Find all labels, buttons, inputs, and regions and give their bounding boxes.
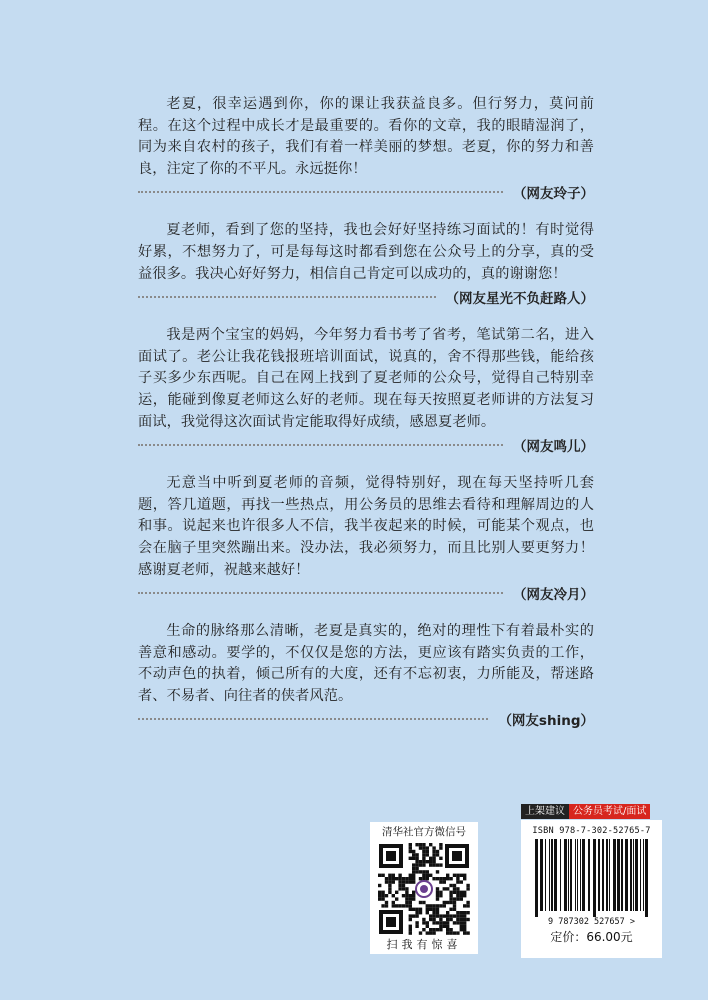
shelf-category: 公务员考试/面试 [569,804,650,819]
testimonial-4 [138,473,594,603]
testimonial-author: （网友玲子） [513,186,594,203]
isbn-number: ISBN 978-7-302-52765-7 [532,826,651,836]
testimonial-5 [138,621,594,729]
testimonial-divider [138,182,594,202]
barcode-digits: 9 787302 527657 > [548,917,635,927]
testimonial-text: 我是两个宝宝的妈妈，今年努力看书考了省考，笔试第二名，进入面试了。老公让我花钱报班培训面试，说真的，舍不得那些钱，能给孩子买多少东西呢。自己在网上找到了夏老师的公众号，觉得自己特别幸运，能碰到像夏老师这么好的老师。现在每天按照夏老师讲的方法复习面试，我觉得这次面试肯定能取得好成绩，感恩夏老师。 [138,327,594,430]
testimonials-section [138,94,594,747]
qr-code-icon[interactable] [377,842,471,936]
testimonial-text: 老夏，很幸运遇到你，你的课让我获益良多。但行努力，莫问前程。在这个过程中成长才是最重要的。看你的文章，我的眼睛湿润了，同为来自农村的孩子，我们有着一样美丽的梦想。老夏，你的努力和善良，注定了你的不平凡。永远挺你！ [138,96,594,177]
wechat-qr-card [370,822,478,954]
dotted-rule [138,592,503,594]
testimonial-author: （网友星光不负赶路人） [445,291,594,308]
qr-caption: 扫我有惊喜 [386,938,462,951]
testimonial-text: 生命的脉络那么清晰，老夏是真实的，绝对的理性下有着最朴实的善意和感动。要学的，不仅仅是您的方法，更应该有踏实负责的工作，不动声色的执着，倾己所有的大度，还有不忘初衷，力所能及，帮迷路者、不易者、向往者的侠者风范。 [138,623,594,704]
shelf-suggestion [521,804,650,819]
dotted-rule [138,191,503,193]
barcode-icon [531,839,653,917]
testimonial-divider [138,583,594,603]
testimonial-author: （网友冷月） [513,587,594,604]
testimonial-1 [138,94,594,202]
shelf-label: 上架建议 [521,804,569,819]
testimonial-text: 无意当中听到夏老师的音频，觉得特别好，现在每天坚持听几套题，答几道题，再找一些热点，用公务员的思维去看待和理解周边的人和事。说起来也许很多人不信，我半夜起来的时候，可能某个观点，也会在脑子里突然蹦出来。没办法，我必须努力，而且比别人要更努力！感谢夏老师，祝越来越好！ [138,475,594,578]
qr-title: 清华社官方微信号 [382,826,466,838]
dotted-rule [138,296,436,298]
testimonial-divider [138,709,594,729]
testimonial-author: （网友鸣儿） [513,439,594,456]
dotted-rule [138,718,488,720]
testimonial-2 [138,220,594,307]
dotted-rule [138,444,503,446]
testimonial-divider [138,287,594,307]
isbn-barcode-card [521,820,662,958]
price: 定价：66.00元 [550,930,633,944]
testimonial-divider [138,435,594,455]
testimonial-3 [138,325,594,455]
testimonial-text: 夏老师，看到了您的坚持，我也会好好坚持练习面试的！有时觉得好累，不想努力了，可是每每这时都看到您在公众号上的分享，真的受益很多。我决心好好努力，相信自己肯定可以成功的，真的谢谢您！ [138,222,594,282]
testimonial-author: （网友shing） [498,713,594,730]
